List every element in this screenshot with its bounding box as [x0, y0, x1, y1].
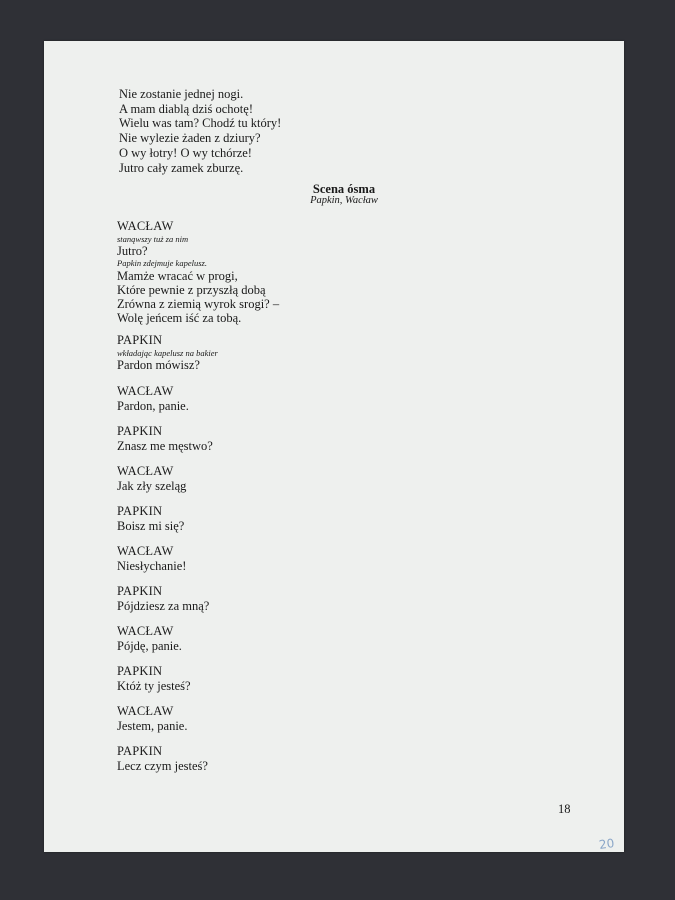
dialogue-block: [117, 464, 186, 493]
speaker-name: PAPKIN: [117, 744, 163, 758]
dialogue-line: Jutro?: [117, 244, 148, 258]
dialogue-line: Boisz mi się?: [117, 518, 185, 533]
scene-title: Scena ósma: [312, 182, 376, 196]
dialogue-block: [117, 744, 208, 773]
dialogue-block: [117, 424, 213, 453]
speaker-name: WACŁAW: [117, 219, 174, 233]
scene-cast: Papkin, Wacław: [310, 195, 378, 206]
dialogue-line: Pardon mówisz?: [117, 358, 200, 372]
speaker-name: PAPKIN: [117, 584, 163, 598]
dialogue-line: Jak zły szeląg: [117, 478, 187, 493]
dialogue-block: [117, 704, 187, 733]
dialogue-block: [117, 544, 186, 573]
dialogue-block: [117, 384, 189, 413]
archive-pencil-mark: 20: [598, 836, 616, 852]
dialogue-line: Niesłychanie!: [117, 558, 187, 573]
stage-direction: stanąwszy tuż za nim: [117, 233, 189, 244]
dialogue-line: Które pewnie z przyszłą dobą: [117, 282, 266, 297]
dialogue-line: Znasz me męstwo?: [117, 438, 213, 453]
verse-line: A mam diablą dziś ochotę!: [119, 101, 253, 116]
dialogue-line: Jestem, panie.: [117, 718, 188, 733]
speaker-name: PAPKIN: [117, 424, 163, 438]
verse-line: Jutro cały zamek zburzę.: [119, 160, 244, 175]
dialogue-line: Lecz czym jesteś?: [117, 758, 208, 773]
dialogue-block: [117, 219, 279, 326]
speaker-name: WACŁAW: [117, 624, 174, 638]
page-number: 18: [558, 802, 571, 816]
verse-line: Nie wylezie żaden z dziury?: [119, 131, 261, 146]
verse-line: O wy łotry! O wy tchórze!: [119, 145, 252, 160]
speaker-name: WACŁAW: [117, 704, 174, 718]
speaker-name: WACŁAW: [117, 544, 174, 558]
dialogue-block: [117, 624, 182, 653]
dialogue-line: Pójdziesz za mną?: [117, 598, 210, 613]
speaker-name: PAPKIN: [117, 333, 163, 347]
opening-verse: [119, 87, 281, 175]
document-page: [44, 41, 624, 852]
speaker-name: PAPKIN: [117, 504, 163, 518]
verse-line: Nie zostanie jednej nogi.: [119, 87, 244, 101]
dialogue-block: [117, 664, 191, 693]
dialogue-block: [117, 584, 209, 613]
dialogue-line: Pójdę, panie.: [117, 638, 182, 653]
stage-direction: wkładając kapelusz na bakier: [117, 347, 218, 358]
dialogue-line: Pardon, panie.: [117, 398, 189, 413]
speaker-name: WACŁAW: [117, 464, 174, 478]
verse-line: Wielu was tam? Chodź tu który!: [119, 116, 282, 131]
speaker-name: WACŁAW: [117, 384, 174, 398]
dialogue-line: Zrówna z ziemią wyrok srogi? –: [117, 297, 280, 312]
dialogue-block: [117, 333, 218, 372]
dialogue-line: Wolę jeńcem iść za tobą.: [117, 311, 242, 326]
dialogue-line: Mamże wracać w progi,: [117, 268, 238, 283]
stage-direction: Papkin zdejmuje kapelusz.: [117, 258, 207, 269]
dialogue-block: [117, 504, 184, 533]
dialogue-line: Któż ty jesteś?: [117, 678, 191, 693]
speaker-name: PAPKIN: [117, 664, 163, 678]
